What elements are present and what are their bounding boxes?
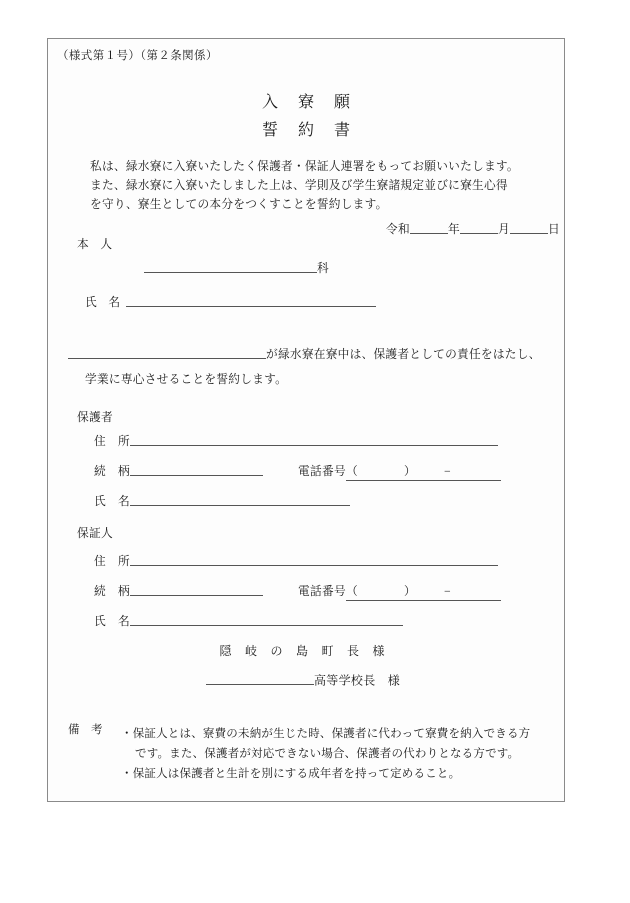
guardian-address-label: 住 所: [94, 435, 130, 448]
date-day-unit: 日: [547, 223, 560, 237]
guardian-phone-input[interactable]: [346, 463, 501, 481]
pledge-name-input[interactable]: [68, 347, 266, 359]
remarks-note-2: ・保証人は保護者と生計を別にする成年者を持って定めること。: [121, 767, 461, 780]
guardian-relation-input[interactable]: [130, 464, 263, 476]
guarantor-address-input[interactable]: [130, 554, 498, 566]
guardian-phone-dash: −: [443, 465, 451, 478]
guardian-name-row: [94, 493, 350, 509]
guardian-relation-row: [94, 463, 263, 479]
guardian-phone-row: [298, 463, 501, 481]
guarantor-relation-input[interactable]: [130, 584, 263, 596]
addressee-school-principal: [206, 673, 400, 686]
guardian-name-input[interactable]: [130, 494, 350, 506]
date-year-unit: 年: [447, 223, 460, 237]
remarks-note-1-line-1: ・保証人とは、寮費の未納が生じた時、保護者に代わって寮費を納入できる方: [121, 728, 531, 740]
form-page-frame: [47, 38, 565, 802]
applicant-section-label: 本 人: [77, 238, 113, 251]
applicant-department-input[interactable]: [144, 261, 317, 273]
addressee-town-mayor: 隠岐の島町長様: [219, 644, 399, 658]
guarantor-address-row: [94, 553, 498, 569]
guarantor-relation-row: [94, 583, 263, 599]
intro-line-1: 私は、緑水寮に入寮いたしたく保護者・保証人連署をもってお願いいたします。: [90, 160, 519, 173]
applicant-name-label: 氏 名: [85, 296, 121, 310]
addressee-school-input[interactable]: [206, 673, 314, 685]
applicant-department-row: [144, 261, 329, 275]
applicant-name-input[interactable]: [126, 295, 376, 307]
date-month-unit: 月: [497, 223, 510, 237]
guardian-relation-label: 続 柄: [94, 465, 130, 478]
date-day-field[interactable]: [510, 222, 548, 234]
title-line-secondary: 誓約書: [261, 122, 370, 139]
applicant-name-row: [85, 295, 376, 309]
guarantor-section-label: 保証人: [77, 527, 113, 540]
date-year-field[interactable]: [410, 222, 448, 234]
intro-paragraph: [90, 158, 542, 215]
form-number-label: （様式第１号）（第２条関係）: [57, 50, 218, 62]
remarks-note-1-line-2: です。また、保護者が対応できない場合、保護者の代わりとなる方です。: [135, 747, 520, 760]
guardian-phone-open-paren: （: [345, 465, 358, 478]
guarantor-phone-label: 電話番号: [298, 585, 346, 598]
remarks-body: [121, 725, 546, 784]
pledge-line-2: 学業に専心させることを誓約します。: [85, 373, 288, 386]
guardian-section-label: 保護者: [77, 411, 113, 424]
guardian-address-row: [94, 433, 498, 449]
guarantor-phone-open-paren: （: [345, 585, 358, 598]
pledge-line-1: [68, 347, 541, 361]
document-title: [48, 89, 564, 145]
date-line: [386, 222, 560, 236]
guarantor-name-row: [94, 613, 403, 629]
date-month-field[interactable]: [460, 222, 498, 234]
guardian-phone-close-paren: ）: [403, 465, 416, 478]
guarantor-phone-dash: −: [443, 585, 451, 598]
guarantor-phone-row: [298, 583, 501, 601]
applicant-department-suffix: 科: [317, 262, 329, 276]
remarks-label: 備 考: [68, 724, 103, 736]
date-era-label: 令和: [386, 223, 410, 237]
intro-line-3: を守り、寮生としての本分をつくすことを誓約します。: [90, 197, 388, 211]
guarantor-name-input[interactable]: [130, 614, 403, 626]
guarantor-phone-input[interactable]: [346, 583, 501, 601]
addressee-school-suffix: 高等学校長 様: [314, 673, 401, 688]
guardian-address-input[interactable]: [130, 434, 498, 446]
pledge-line-1-text: が緑水寮在寮中は、保護者としての責任をはたし、: [266, 348, 541, 362]
intro-line-2: また、緑水寮に入寮いたしました上は、学則及び学生寮諸規定並びに寮生心得: [90, 178, 508, 192]
guarantor-name-label: 氏 名: [94, 615, 130, 628]
guarantor-relation-label: 続 柄: [94, 585, 130, 598]
guarantor-address-label: 住 所: [94, 555, 130, 568]
guardian-name-label: 氏 名: [94, 495, 130, 508]
guarantor-phone-close-paren: ）: [403, 585, 416, 598]
guardian-phone-label: 電話番号: [298, 465, 346, 478]
title-line-primary: 入寮願: [261, 94, 370, 111]
